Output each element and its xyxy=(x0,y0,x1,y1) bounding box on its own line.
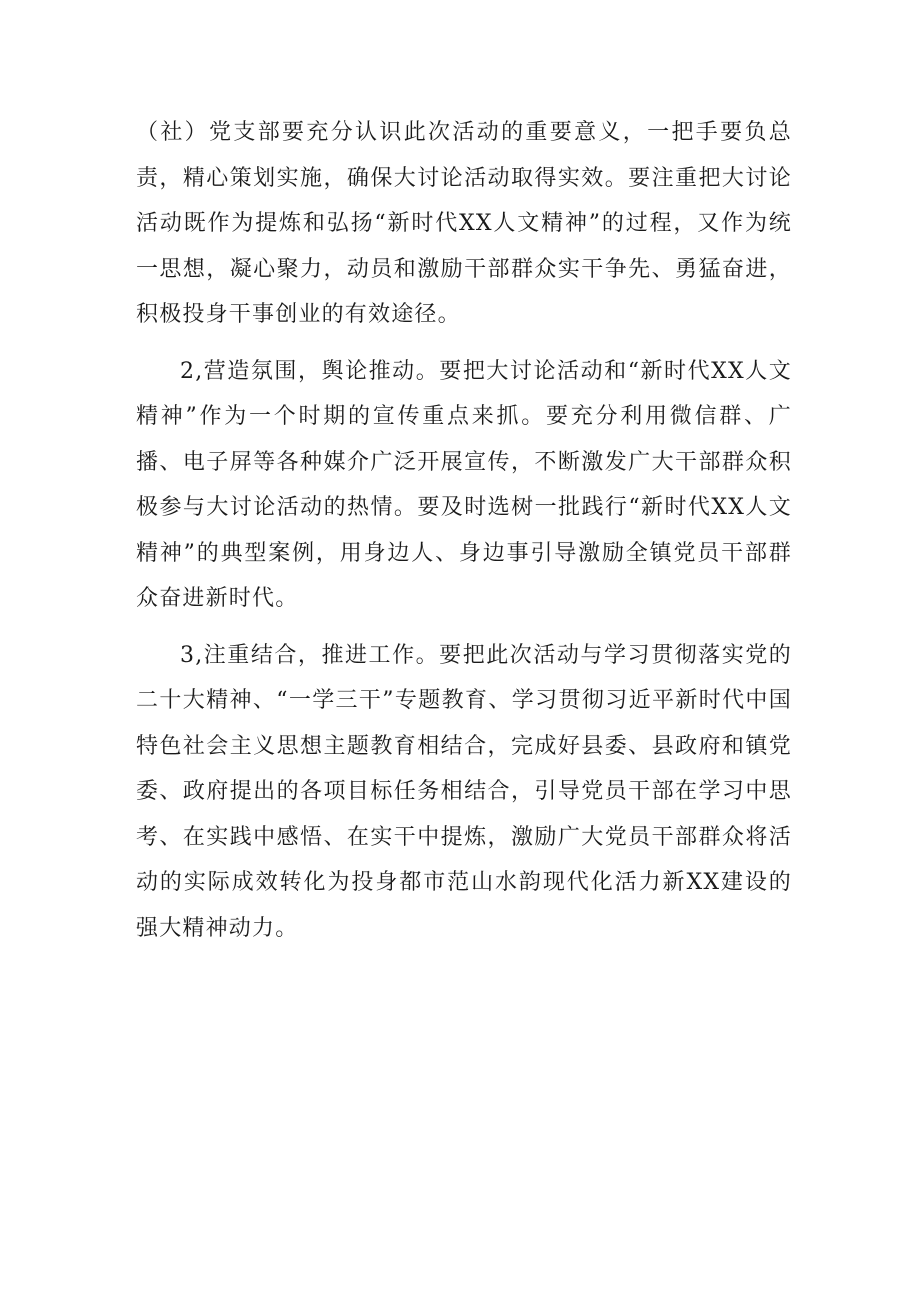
paragraph-continuation: （社）党支部要充分认识此次活动的重要意义，一把手要负总责，精心策划实施，确保大讨论活动取得实效。要注重把大讨论活动既作为提炼和弘扬“新时代XX人文精神”的过程，又作为统一思想，凝心聚力，动员和激励干部群众实干争先、勇猛奋进，积极投身干事创业的有效途径。 xyxy=(136,120,792,327)
paragraph-item-3: 3,注重结合，推进工作。要把此次活动与学习贯彻落实党的二十大精神、“一学三干”专题教育、学习贯彻习近平新时代中国特色社会主义思想主题教育相结合，完成好县委、县政府和镇党委、政府提出的各项目标任务相结合，引导党员干部在学习中思考、在实践中感悟、在实干中提炼，激励广大党员干部群众将活动的实际成效转化为投身都市范山水韵现代化活力新XX建设的强大精神动力。 xyxy=(136,642,792,941)
document-body xyxy=(136,110,792,951)
paragraph-item-2: 2,营造氛围，舆论推动。要把大讨论活动和“新时代XX人文精神”作为一个时期的宣传重点来抓。要充分利用微信群、广播、电子屏等各种媒介广泛开展宣传，不断激发广大干部群众积极参与大讨论活动的热情。要及时选树一批践行“新时代XX人文精神”的典型案例，用身边人、身边事引导激励全镇党员干部群众奋进新时代。 xyxy=(136,358,792,611)
